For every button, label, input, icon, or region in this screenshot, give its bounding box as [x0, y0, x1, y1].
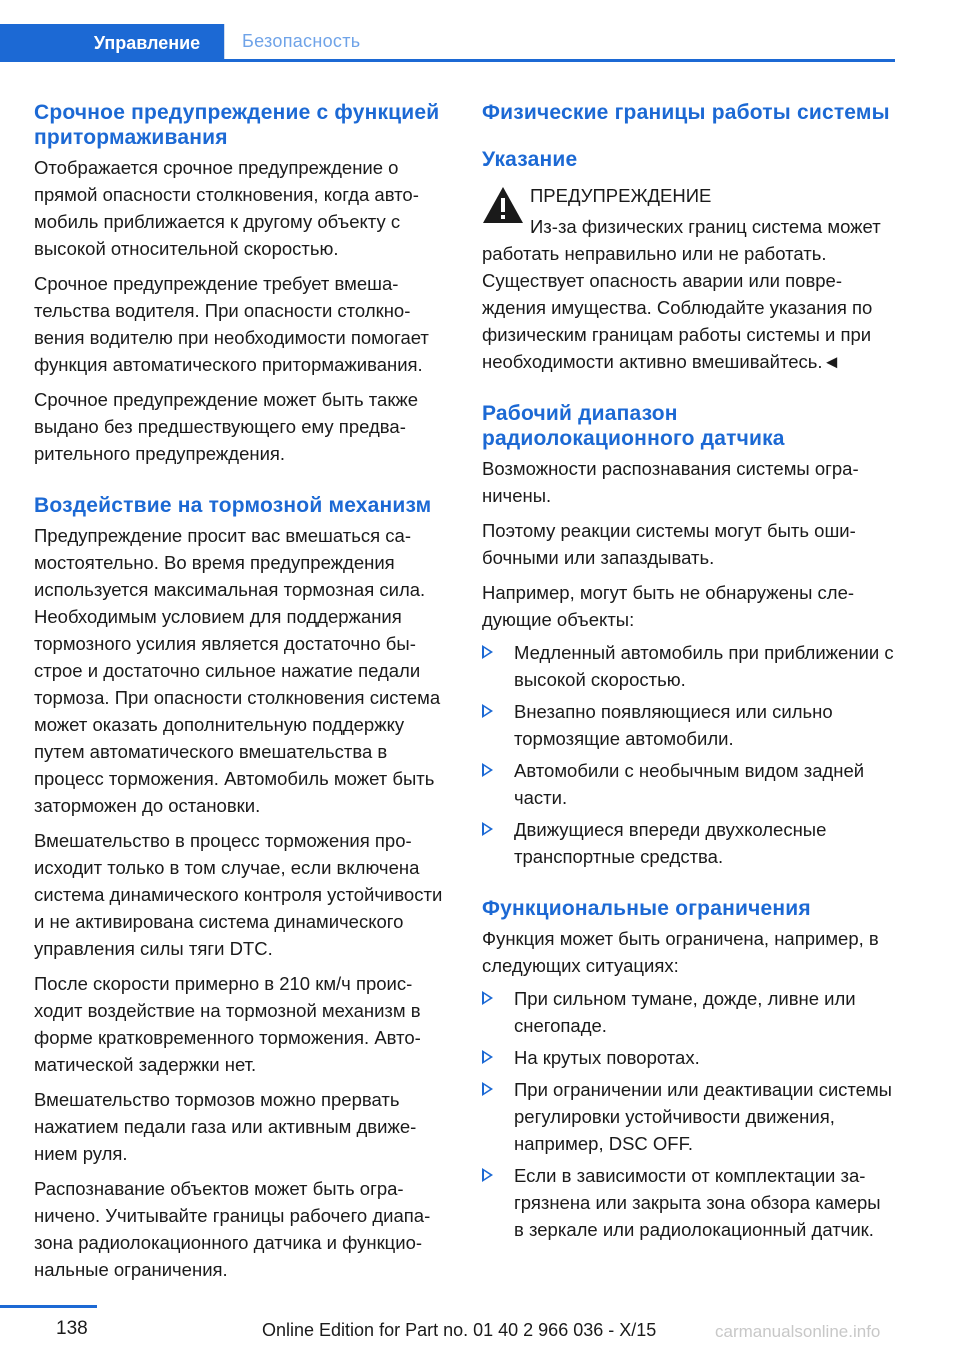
warning-heading: ПРЕДУПРЕЖДЕНИЕ: [530, 185, 712, 206]
section-title-physical-limits: Физические границы работы системы: [482, 101, 890, 124]
tab-safety[interactable]: Безопасность: [242, 31, 361, 51]
list-item: Движущиеся впереди двухколесные транспортные средства.: [482, 816, 894, 870]
paragraph: Срочное предупреждение может быть также выдано без предшествующего ему предварительного предупреждения.: [34, 389, 419, 464]
paragraph: Функция может быть ограничена, например, в следующих ситуациях:: [482, 928, 879, 976]
paragraph: После скорости примерно в 210 км/ч происходит воздействие на тормозной механизм в форме кратковременного торможения. Автоматической задержки нет.: [34, 973, 421, 1075]
page-number: 138: [56, 1318, 88, 1339]
triangle-bullet-icon: [482, 645, 493, 659]
triangle-bullet-icon: [482, 1050, 493, 1064]
triangle-bullet-icon: [482, 822, 493, 836]
tab-control[interactable]: Управление: [70, 24, 224, 62]
list-item: При ограничении или деактивации системы регулировки устойчивости движения, например, DSC OFF.: [482, 1076, 894, 1157]
section-title-radar-range: Рабочий диапазон радиолокационного датчика: [482, 402, 785, 450]
edition-text: Online Edition for Part no. 01 40 2 966 036 - X/15: [262, 1320, 657, 1340]
list-item: Медленный автомобиль при приближении с высокой скоростью.: [482, 639, 894, 693]
tab-separator: [224, 24, 225, 59]
section-title-urgent-warning: Срочное предупреждение с функцией притормаживания: [34, 101, 440, 149]
paragraph: Вмешательство тормозов можно прервать нажатием педали газа или активным движением руля.: [34, 1089, 417, 1164]
triangle-bullet-icon: [482, 991, 493, 1005]
header-rule: [0, 59, 895, 62]
paragraph: Вмешательство в процесс торможения происходит только в том случае, если включена система динамического контроля устойчивости и не активирована система динамического управления силы тяги DTC.: [34, 830, 443, 959]
right-column: [482, 100, 894, 1243]
paragraph: Распознавание объектов может быть ограничено. Учитывайте границы рабочего диапазона радиолокационного датчика и функциональные ограничения.: [34, 1178, 431, 1280]
paragraph: Например, могут быть не обнаружены следующие объекты:: [482, 582, 855, 630]
list-item: При сильном тумане, дожде, ливне или снегопаде.: [482, 985, 894, 1039]
warning-triangle-icon: [482, 186, 524, 224]
section-title-brake-intervention: Воздействие на тормозной механизм: [34, 494, 432, 517]
paragraph: Предупреждение просит вас вмешаться самостоятельно. Во время предупреждения используется максимальная тормозная сила. Необходимым условием для поддержания тормозного усилия является достаточно быстрое и достаточно сильное нажатие педали тормоза. При опасности столкновения система может оказать дополнительную поддержку путем автоматического вмешательства в процесс торможения. Автомобиль может быть заторможен до остановки.: [34, 525, 441, 816]
undetected-objects-list: [482, 639, 894, 870]
triangle-bullet-icon: [482, 704, 493, 718]
list-item: Автомобили с необычным видом задней части.: [482, 757, 894, 811]
list-item: На крутых поворотах.: [482, 1044, 894, 1071]
warning-block: [482, 182, 894, 375]
subsection-title-note: Указание: [482, 148, 578, 171]
section-title-functional-limits: Функциональные ограничения: [482, 897, 811, 920]
watermark: carmanualsonline.info: [715, 1322, 881, 1341]
limitations-list: [482, 985, 894, 1243]
warning-text: Из-за физических границ система может работать неправильно или не работать. Существует опасность аварии или повреждения имущества. Соблюдайте указания по физическим границам работы системы и при необходимости активно вмешивайтесь.◄: [482, 216, 881, 372]
list-item: Внезапно появляющиеся или сильно тормозящие автомобили.: [482, 698, 894, 752]
list-item: Если в зависимости от комплектации загрязнена или закрыта зона обзора камеры в зеркале или радиолокационный датчик.: [482, 1162, 894, 1243]
triangle-bullet-icon: [482, 763, 493, 777]
triangle-bullet-icon: [482, 1082, 493, 1096]
left-column: [34, 100, 446, 1283]
paragraph: Отображается срочное предупреждение о прямой опасности столкновения, когда автомобиль приближается к другому объекту с высокой относительной скоростью.: [34, 157, 419, 259]
footer-rule: [0, 1305, 97, 1308]
paragraph: Возможности распознавания системы ограничены.: [482, 458, 859, 506]
header: [0, 24, 895, 62]
paragraph: Поэтому реакции системы могут быть ошибочными или запаздывать.: [482, 520, 856, 568]
paragraph: Срочное предупреждение требует вмешательства водителя. При опасности столкновения водителю при необходимости помогает функция автоматического притормаживания.: [34, 273, 429, 375]
triangle-bullet-icon: [482, 1168, 493, 1182]
